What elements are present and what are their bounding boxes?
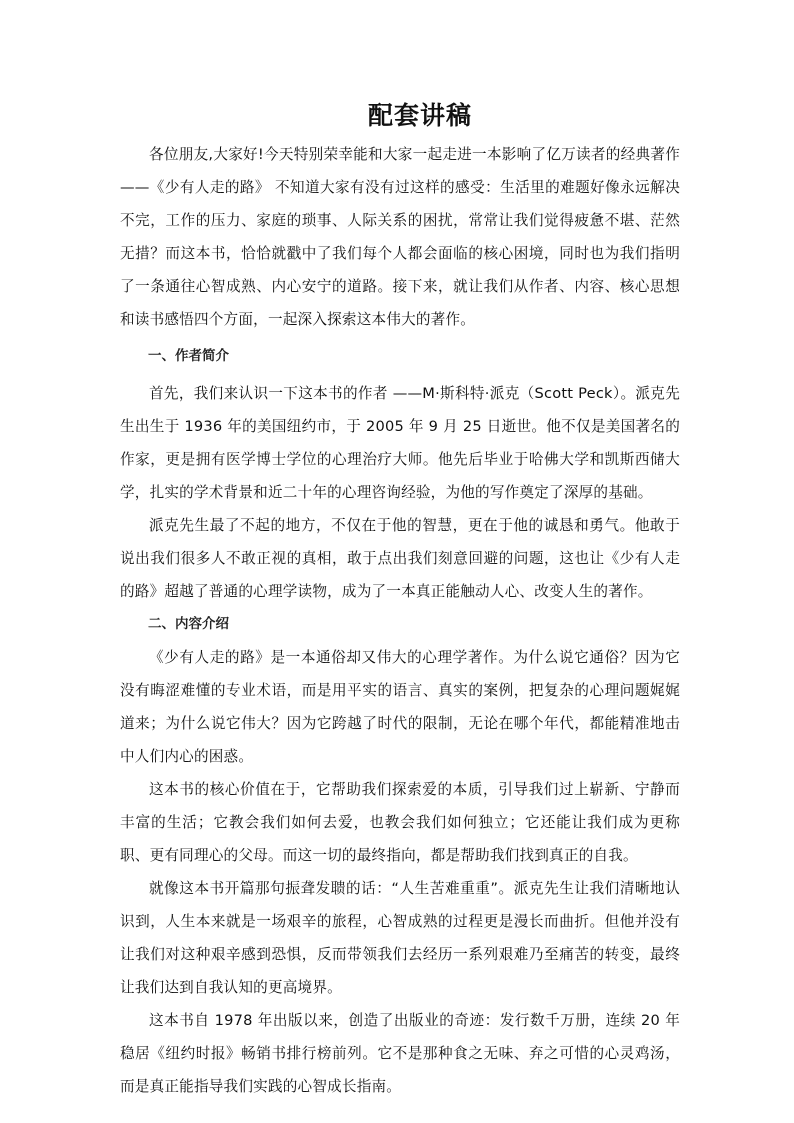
intro-paragraph: 各位朋友,大家好!今天特别荣幸能和大家一起走进一本影响了亿万读者的经典著作 ——《少有人走的路》 不知道大家有没有过这样的感受：生活里的难题好像永远解决不完，工作的压力、家庭的琐事、人际关系的困扰，常常让我们觉得疲惫不堪、茫然无措？而这本书，恰恰就戳中了我们每个人都会面临的核心困境，同时也为我们指明了一条通往心智成熟、内心安宁的道路。接下来，就让我们从作者、内容、核心思想和读书感悟四个方面，一起深入探索这本伟大的著作。 xyxy=(120,146,680,328)
content-paragraph-2: 这本书的核心价值在于，它帮助我们探索爱的本质，引导我们过上崭新、宁静而丰富的生活；它教会我们如何去爱，也教会我们如何独立；它还能让我们成为更称职、更有同理心的父母。而这一切的最终指向，都是帮助我们找到真正的自我。 xyxy=(120,781,680,864)
author-paragraph-2: 派克先生最了不起的地方，不仅在于他的智慧，更在于他的诚恳和勇气。他敢于说出我们很多人不敢正视的真相，敢于点出我们刻意回避的问题，这也让《少有人走的路》超越了普通的心理学读物，成为了一本真正能触动人心、改变人生的著作。 xyxy=(120,517,680,600)
section-heading-content: 二、内容介绍 xyxy=(148,616,229,632)
document-page xyxy=(120,98,680,1103)
content-paragraph-3: 就像这本书开篇那句振聋发聩的话：“人生苦难重重”。派克先生让我们清晰地认识到，人生本来就是一场艰辛的旅程，心智成熟的过程更是漫长而曲折。但他并没有让我们对这种艰辛感到恐惧，反而带领我们去经历一系列艰难乃至痛苦的转变，最终让我们达到自我认知的更高境界。 xyxy=(120,880,680,996)
author-paragraph-1: 首先，我们来认识一下这本书的作者 ——M·斯科特·派克（Scott Peck）。派克先生出生于 1936 年的美国纽约市，于 2005 年 9 月 25 日逝世。他不仅是美国著名的作家，更是拥有医学博士学位的心理治疗大师。他先后毕业于哈佛大学和凯斯西储大学，扎实的学术背景和近二十年的心理咨询经验，为他的写作奠定了深厚的基础。 xyxy=(120,385,680,501)
content-paragraph-4: 这本书自 1978 年出版以来，创造了出版业的奇迹：发行数千万册，连续 20 年稳居《纽约时报》畅销书排行榜前列。它不是那种食之无味、弃之可惜的心灵鸡汤，而是真正能指导我们实践的心智成长指南。 xyxy=(120,1012,680,1095)
content-paragraph-1: 《少有人走的路》是一本通俗却又伟大的心理学著作。为什么说它通俗？因为它没有晦涩难懂的专业术语，而是用平实的语言、真实的案例，把复杂的心理问题娓娓道来；为什么说它伟大？因为它跨越了时代的限制，无论在哪个年代，都能精准地击中人们内心的困惑。 xyxy=(120,649,680,765)
section-heading-author: 一、作者简介 xyxy=(148,348,229,364)
document-title: 配套讲稿 xyxy=(367,101,472,130)
